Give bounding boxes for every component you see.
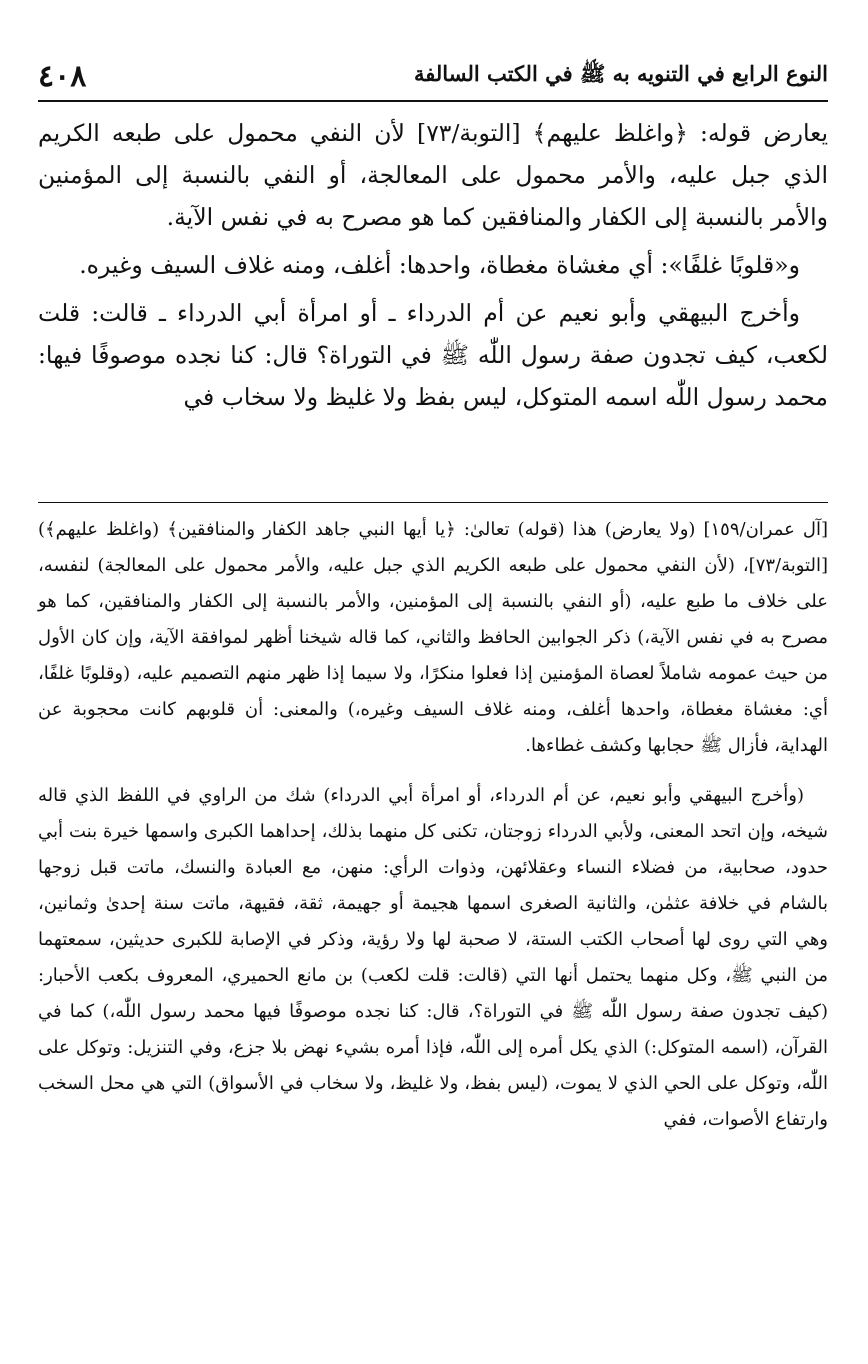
main-text (38, 112, 828, 424)
main-paragraph-2: و«قلوبًا غلفًا»: أي مغشاة مغطاة، واحدها: أغلف، ومنه غلاف السيف وغيره. (79, 251, 800, 279)
main-paragraph-1: يعارض قوله: ﴿واغلظ عليهم﴾ [التوبة/٧٣] لأن النفي محمول على طبعه الكريم الذي جبل عليه، والأمر محمول على المعالجة، أو النفي بالنسبة إلى المؤمنين والأمر بالنسبة إلى الكفار والمنافقين كما هو مصرح به في نفس الآية. (38, 119, 828, 231)
commentary-paragraph-1: [آل عمران/١٥٩] (ولا يعارض) هذا (قوله) تعالىٰ: ﴿يا أيها النبي جاهد الكفار والمنافقين﴾ (واغلظ عليهم﴾) [التوبة/٧٣]، (لأن النفي محمول على طبعه الكريم الذي جبل عليه، والأمر محمول على المعالجة) لنفسه، على خلاف ما طبع عليه، (أو النفي بالنسبة إلى المؤمنين، والأمر بالنسبة إلى الكفار والمنافقين، كما هو مصرح به في نفس الآية،) ذكر الجوابين الحافظ والثاني، كما قاله شيخنا أظهر لموافقة الآية، وإن كان الأول من حيث عمومه شاملاً لعصاة المؤمنين إذا فعلوا منكرًا، ولا سيما إذا ظهر منهم التصميم عليه، (وقلوبًا غلفًا، أي: مغشاة مغطاة، واحدها أغلف، ومنه غلاف السيف وغيره،) والمعنى: أن قلوبهم كانت محجوبة عن الهداية، فأزال ﷺ حجابها وكشف غطاءها. (38, 519, 829, 756)
page-header (38, 54, 828, 98)
header-rule (38, 100, 828, 102)
running-title: النوع الرابع في التنويه به ﷺ في الكتب السالفة (414, 60, 828, 86)
commentary-paragraph-2: (وأخرج البيهقي وأبو نعيم، عن أم الدرداء، أو امرأة أبي الدرداء) شك من الراوي في اللفظ الذي قاله شيخه، وإن اتحد المعنى، ولأبي الدرداء زوجتان، تكنى كل منهما بذلك، إحداهما الكبرى واسمها خيرة بنت أبي حدود، صحابية، من فضلاء النساء وعقلائهن، وذوات الرأي: منهن، مع العبادة والنسك، ماتت قبل زوجها بالشام في خلافة عثمٰن، والثانية الصغرى اسمها هجيمة أو جهيمة، ثقة، فقيهة، ماتت سنة إحدىٰ وثمانين، وهي التي روى لها أصحاب الكتب الستة، لا صحبة لها ولا رؤية، وذكر في الإصابة للكبرى حديثين، سمعتهما من النبي ﷺ، وكل منهما يحتمل أنها التي (قالت: قلت لكعب) بن مانع الحميري، المعروف بكعب الأحبار: (كيف تجدون صفة رسول اللّٰه ﷺ في التوراة؟، قال: كنا نجده موصوفًا فيها محمد رسول اللّٰه،) كما في القرآن، (اسمه المتوكل:) الذي يكل أمره إلى اللّٰه، فإذا أمره بشيء نهض بلا جزع، وفي التنزيل: وتوكل على اللّٰه، وتوكل على الحي الذي لا يموت، (ليس بفظ، ولا غليظ، ولا سخاب في الأسواق) التي هي محل السخب وارتفاع الأصوات، ففي (38, 785, 829, 1130)
commentary-divider (38, 502, 828, 503)
page-number: ٤٠٨ (38, 59, 87, 93)
commentary-text (38, 512, 828, 1138)
main-paragraph-3: وأخرج البيهقي وأبو نعيم عن أم الدرداء ـ أو امرأة أبي الدرداء ـ قالت: قلت لكعب، كيف تجدون صفة رسول اللّٰه ﷺ في التوراة؟ قال: كنا نجده موصوفًا فيها: محمد رسول اللّٰه اسمه المتوكل، ليس بفظ ولا غليظ ولا سخاب في (38, 299, 828, 411)
